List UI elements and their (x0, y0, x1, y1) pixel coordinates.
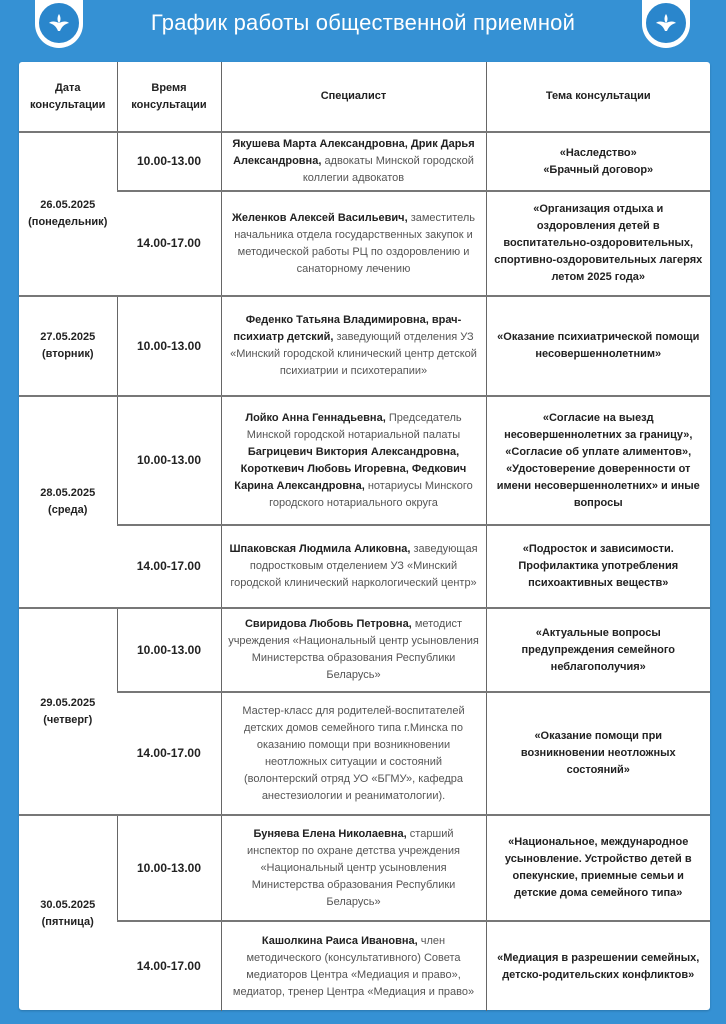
column-header-specialist: Специалист (221, 62, 486, 132)
specialist-cell (221, 608, 486, 692)
date-text: 27.05.2025 (40, 331, 96, 343)
topic-text: «Национальное, международное усыновление. Устройство детей в опекунские, приемные семьи и детские дома семейного типа» (504, 836, 692, 899)
specialist-position: старший инспектор по охране детства учреждения «Национальный центр усыновления Министерства образования Республики Беларусь» (247, 827, 460, 908)
date-cell (19, 815, 117, 1011)
specialist-name: Свиридова Любовь Петровна, (244, 618, 412, 630)
specialist-name: Феденко Татьяна Владимировна, врач-психиатр детский, (233, 314, 462, 343)
table-row (19, 396, 710, 525)
specialist-name: Якушева Марта Александровна, (232, 138, 408, 150)
table-row (19, 608, 710, 692)
table-header-row (19, 62, 710, 132)
topic-text: «Оказание психиатрической помощи несовершеннолетним» (497, 331, 700, 360)
weekday-text: (понедельник) (28, 216, 108, 228)
table-row (19, 815, 710, 921)
time-cell: 10.00-13.00 (117, 396, 221, 525)
page-header (0, 0, 726, 60)
date-text: 30.05.2025 (40, 898, 96, 911)
column-header-topic: Тема консультации (486, 62, 710, 132)
emblem-logo-right (642, 0, 690, 48)
topic-text: «Оказание помощи при возникновении неотложных состояний» (520, 730, 676, 776)
table-row (19, 191, 710, 296)
time-cell: 10.00-13.00 (117, 815, 221, 921)
topic-text: «Наследство» (559, 146, 637, 159)
topic-cell (486, 815, 710, 921)
schedule-table (19, 62, 710, 1011)
topic-cell (486, 296, 710, 396)
schedule-sheet (19, 62, 710, 1010)
time-cell: 10.00-13.00 (117, 132, 221, 191)
specialist-cell (221, 396, 486, 525)
table-row (19, 132, 710, 191)
topic-cell (486, 396, 710, 525)
weekday-text: (четверг) (43, 713, 93, 726)
specialist-cell (221, 692, 486, 815)
date-cell (19, 396, 117, 608)
column-header-time: Время консультации (117, 62, 221, 132)
time-cell: 10.00-13.00 (117, 608, 221, 692)
topic-text: «Медиация в разрешении семейных, детско-родительских конфликтов» (497, 951, 700, 981)
specialist-position: нотариусы Минского городского нотариального округа (269, 479, 473, 509)
date-cell (19, 608, 117, 815)
date-cell (19, 132, 117, 296)
page-title: График работы общественной приемной (150, 10, 576, 35)
specialist-name: Желенков Алексей Васильевич, (231, 211, 408, 224)
topic-cell (486, 525, 710, 608)
time-cell: 10.00-13.00 (117, 296, 221, 396)
table-row (19, 296, 710, 396)
emblem-icon (645, 2, 687, 44)
specialist-cell (221, 525, 486, 608)
weekday-text: (среда) (48, 504, 88, 516)
date-cell (19, 296, 117, 396)
table-row (19, 921, 710, 1011)
topic-text: «Брачный договор» (543, 163, 654, 176)
weekday-text: (вторник) (41, 348, 94, 360)
topic-cell (486, 692, 710, 815)
topic-cell (486, 132, 710, 191)
specialist-cell (221, 296, 486, 396)
specialist-name: Багрицевич Виктория Александровна, Короткевич Любовь Игоревна, Федкович Карина Александровна, (234, 445, 467, 492)
specialist-name: Буняева Елена Николаевна, (253, 827, 407, 840)
topic-cell (486, 921, 710, 1011)
column-header-date: Дата консультации (30, 81, 106, 111)
specialist-position: заведующая подростковым отделением УЗ «Минский городской клинический наркологический центр» (230, 543, 478, 589)
time-cell: 14.00-17.00 (117, 191, 221, 296)
table-row (19, 525, 710, 608)
specialist-position: член методического (консультативного) Совета медиаторов Центра «Медиация и право», медиатор, тренер Центра «Медиация и право» (232, 934, 475, 998)
time-cell: 14.00-17.00 (117, 525, 221, 608)
topic-text: «Подросток и зависимости. Профилактика употребления психоактивных веществ» (518, 543, 679, 589)
specialist-position: Мастер-класс для родителей-воспитателей детских домов семейного типа г.Минска по оказанию помощи при возникновении неотложных ситуации и состояний (волонтерский отряд УО «БГМУ», кафедра анестезиологии и реаниматологии). (242, 704, 465, 802)
specialist-position: адвокаты Минской городской коллегии адвокатов (302, 155, 474, 184)
specialist-cell (221, 132, 486, 191)
topic-text: «Организация отдыха и оздоровления детей в воспитательно-оздоровительных, спортивно-оздоровительных лагерях летом 2025 года» (494, 203, 703, 283)
specialist-cell (221, 921, 486, 1011)
time-cell: 14.00-17.00 (117, 692, 221, 815)
table-row (19, 692, 710, 815)
specialist-name: Шпаковская Людмила Аликовна, (229, 543, 411, 555)
specialist-position: методист учреждения «Национальный центр усыновления Министерства образования Республики Беларусь» (228, 618, 479, 681)
specialist-cell (221, 191, 486, 296)
weekday-text: (пятница) (41, 915, 94, 928)
topic-text: «Актуальные вопросы предупреждения семейного неблагополучия» (521, 626, 675, 673)
specialist-name: Дрик Дарья Александровна, (233, 138, 475, 167)
date-text: 29.05.2025 (40, 696, 96, 709)
date-text: 28.05.2025 (40, 487, 96, 499)
date-text: 26.05.2025 (40, 199, 96, 211)
time-cell: 14.00-17.00 (117, 921, 221, 1011)
topic-cell (486, 191, 710, 296)
specialist-position: Председатель Минской городской нотариальной палаты (246, 411, 462, 441)
specialist-name: Кашолкина Раиса Ивановна, (261, 934, 418, 947)
topic-text: «Согласие на выезд несовершеннолетних за границу», «Согласие об уплате алиментов», «Удостоверение доверенности от имени несовершеннолетних» и иные вопросы (496, 411, 700, 509)
topic-cell (486, 608, 710, 692)
specialist-name: Лойко Анна Геннадьевна, (245, 411, 386, 424)
specialist-cell (221, 815, 486, 921)
specialist-position: заместитель начальника отдела государственных закупок и методической работы РЦ по оздоровлению и санаторному лечению (234, 211, 476, 275)
specialist-position: заведующий отделения УЗ «Минский городской клинический центр детской психиатрии и психотерапии» (230, 331, 477, 377)
